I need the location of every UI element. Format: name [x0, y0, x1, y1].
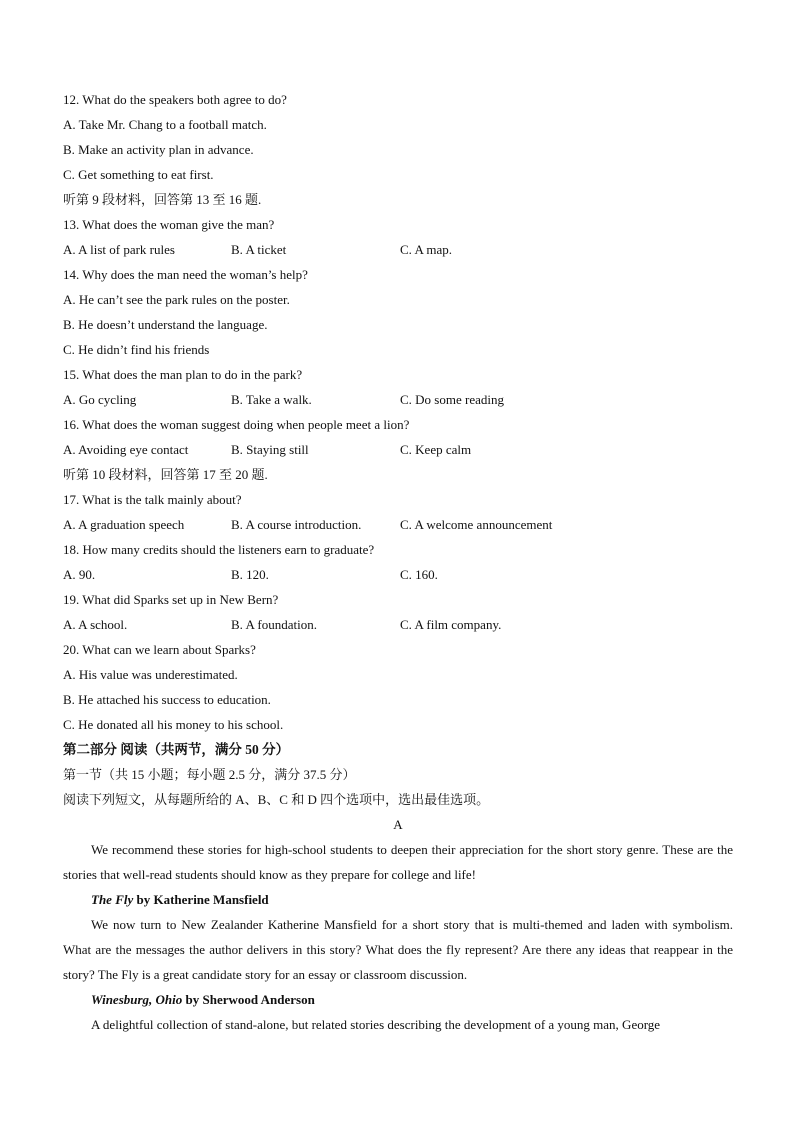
q18-option-a: A. 90.: [63, 567, 96, 582]
q13-options: [63, 237, 733, 262]
q18-options: [63, 562, 733, 587]
story-2-author: by Sherwood Anderson: [182, 992, 315, 1007]
q14-option-c: C. He didn’t find his friends: [63, 342, 210, 357]
q16-options: [63, 437, 733, 462]
q12-option-a: A. Take Mr. Chang to a football match.: [63, 117, 267, 132]
story-2-text: A delightful collection of stand-alone, but related stories describing the development of a young man, George: [91, 1017, 661, 1032]
q18-option-c: C. 160.: [400, 567, 438, 582]
q13-option-b: B. A ticket: [231, 242, 287, 257]
reading-instruction: 阅读下列短文，从每题所给的 A、B、C 和 D 四个选项中，选出最佳选项。: [63, 792, 490, 807]
q19-option-b: B. A foundation.: [231, 617, 317, 632]
q15-options: [63, 387, 733, 412]
q19-options: [63, 612, 733, 637]
q13-option-a: A. A list of park rules: [63, 242, 175, 257]
question-13: 13. What does the woman give the man?: [63, 217, 275, 232]
question-14: 14. Why does the man need the woman’s help?: [63, 267, 308, 282]
question-17: 17. What is the talk mainly about?: [63, 492, 242, 507]
q17-option-c: C. A welcome announcement: [400, 517, 553, 532]
q19-option-a: A. A school.: [63, 617, 128, 632]
question-19: 19. What did Sparks set up in New Bern?: [63, 592, 279, 607]
document-content: [63, 87, 733, 1037]
reading-part-title: 第二部分 阅读（共两节，满分 50 分）: [63, 742, 290, 757]
story-1-title: The Fly: [91, 892, 134, 907]
q15-option-a: A. Go cycling: [63, 392, 137, 407]
passage-label: A: [393, 817, 403, 832]
question-16: 16. What does the woman suggest doing when people meet a lion?: [63, 417, 410, 432]
q12-option-c: C. Get something to eat first.: [63, 167, 214, 182]
reading-section-title: 第一节（共 15 小题；每小题 2.5 分，满分 37.5 分）: [63, 767, 356, 782]
q16-option-a: A. Avoiding eye contact: [63, 442, 189, 457]
q20-option-a: A. His value was underestimated.: [63, 667, 238, 682]
q14-option-b: B. He doesn’t understand the language.: [63, 317, 268, 332]
question-15: 15. What does the man plan to do in the park?: [63, 367, 303, 382]
q18-option-b: B. 120.: [231, 567, 269, 582]
section-10-instruction: 听第 10 段材料，回答第 17 至 20 题.: [63, 467, 268, 482]
q16-option-c: C. Keep calm: [400, 442, 472, 457]
q13-option-c: C. A map.: [400, 242, 453, 257]
q17-option-b: B. A course introduction.: [231, 517, 362, 532]
q19-option-c: C. A film company.: [400, 617, 502, 632]
q20-option-c: C. He donated all his money to his school.: [63, 717, 284, 732]
q12-option-b: B. Make an activity plan in advance.: [63, 142, 254, 157]
section-9-instruction: 听第 9 段材料，回答第 13 至 16 题.: [63, 192, 262, 207]
q17-options: [63, 512, 733, 537]
q20-option-b: B. He attached his success to education.: [63, 692, 271, 707]
story-1-text: We now turn to New Zealander Katherine Mansfield for a short story that is multi-themed and laden with symbolism. What are the messages the author delivers in this story? What does the fly represent? Are there any ideas that reappear in the story? The Fly is a great candidate story for an essay or classroom discussion.: [63, 917, 733, 982]
story-2-title: Winesburg, Ohio: [91, 992, 183, 1007]
question-12: 12. What do the speakers both agree to do?: [63, 92, 287, 107]
q15-option-c: C. Do some reading: [400, 392, 504, 407]
passage-intro: We recommend these stories for high-school students to deepen their appreciation for the short story genre. These are the stories that well-read students should know as they prepare for college and life!: [63, 842, 733, 882]
question-18: 18. How many credits should the listeners earn to graduate?: [63, 542, 375, 557]
story-2-heading: [63, 987, 733, 1012]
q14-option-a: A. He can’t see the park rules on the poster.: [63, 292, 290, 307]
q15-option-b: B. Take a walk.: [231, 392, 312, 407]
q16-option-b: B. Staying still: [231, 442, 309, 457]
story-1-author: by Katherine Mansfield: [133, 892, 269, 907]
story-1-heading: [63, 887, 733, 912]
question-20: 20. What can we learn about Sparks?: [63, 642, 256, 657]
q17-option-a: A. A graduation speech: [63, 517, 185, 532]
